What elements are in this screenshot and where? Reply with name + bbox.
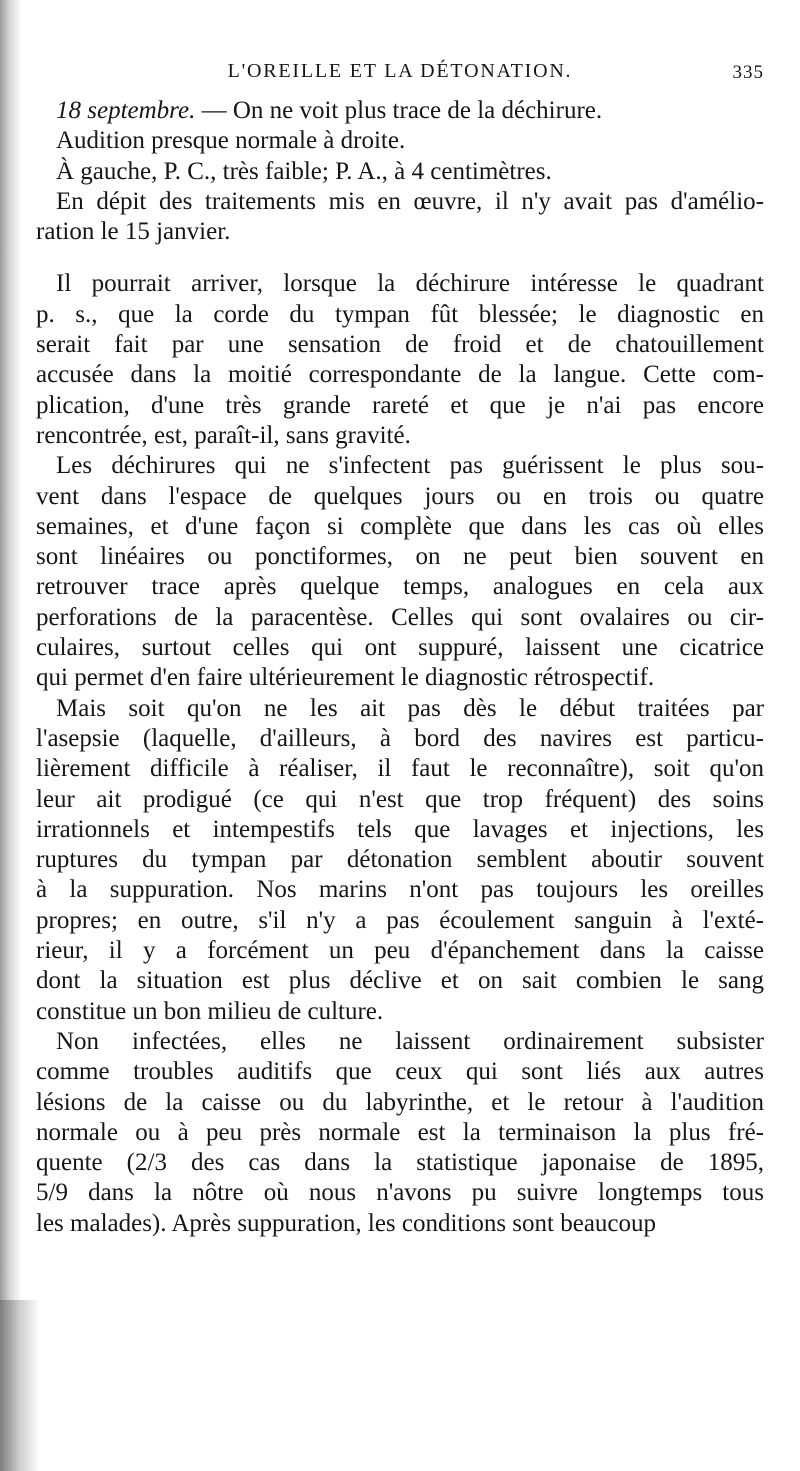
text-line <box>36 1148 764 1178</box>
paragraph <box>36 269 764 451</box>
line-text: serait fait par une sensation de froid et de chatouillement <box>36 331 764 359</box>
paragraph <box>36 694 764 1027</box>
paragraph <box>36 1027 764 1239</box>
text-line <box>36 512 764 542</box>
line-text: Mais soit qu'on ne les ait pas dès le début traitées par <box>56 694 764 722</box>
scan-shadow-left <box>0 0 22 1471</box>
line-text: ruptures du tympan par détonation semblent aboutir souvent <box>36 846 764 874</box>
line-text: retrouver trace après quelque temps, analogues en cela aux <box>36 573 764 601</box>
paragraph <box>36 157 764 187</box>
text-line <box>36 451 764 481</box>
running-title: L'OREILLE ET LA DÉTONATION. <box>227 60 573 82</box>
text-line <box>36 724 764 754</box>
text-line <box>36 785 764 815</box>
text-line <box>36 1209 764 1239</box>
page-number: 335 <box>732 62 764 83</box>
line-text: culaires, surtout celles qui ont suppuré, laissent une cicatrice <box>36 634 764 662</box>
line-text: rencontrée, est, paraît-il, sans gravité. <box>36 421 411 449</box>
line-text: lièrement difficile à réaliser, il faut le reconnaître), soit qu'on <box>36 755 764 783</box>
line-text: rieur, il y a forcément un peu d'épanchement dans la caisse <box>36 937 764 965</box>
line-text: sont linéaires ou ponctiformes, on ne peut bien souvent en <box>36 543 764 571</box>
text-line <box>36 845 764 875</box>
text-line <box>36 1118 764 1148</box>
text-line <box>36 1088 764 1118</box>
text-line <box>36 875 764 905</box>
text-line <box>36 603 764 633</box>
page-header <box>36 56 764 96</box>
text-line <box>36 663 764 693</box>
text-line <box>36 217 764 247</box>
line-text: irrationnels et intempestifs tels que lavages et injections, les <box>36 815 764 843</box>
body-text <box>36 96 764 1239</box>
paragraph <box>36 126 764 156</box>
line-text: dont la situation est plus déclive et on sait combien le sang <box>36 967 764 995</box>
line-text: accusée dans la moitié correspondante de la langue. Cette com- <box>36 361 764 389</box>
line-text: Non infectées, elles ne laissent ordinairement subsister <box>56 1027 764 1055</box>
line-text: vent dans l'espace de quelques jours ou en trois ou quatre <box>36 482 764 510</box>
text-line <box>36 482 764 512</box>
text-line <box>36 300 764 330</box>
text-line <box>36 633 764 663</box>
line-text: 5/9 dans la nôtre où nous n'avons pu suivre longtemps tous <box>36 1179 764 1207</box>
line-text: leur ait prodigué (ce qui n'est que trop fréquent) des soins <box>36 785 764 813</box>
line-text: les malades). Après suppuration, les conditions sont beaucoup <box>36 1209 657 1237</box>
line-text: Les déchirures qui ne s'infectent pas guérissent le plus sou- <box>56 452 764 480</box>
line-text: — On ne voit plus trace de la déchirure. <box>195 97 603 124</box>
text-line <box>36 542 764 572</box>
text-line <box>36 572 764 602</box>
scan-shadow-bottom <box>0 1300 40 1471</box>
text-line <box>36 815 764 845</box>
line-text: semaines, et d'une façon si complète que dans les cas où elles <box>36 512 764 540</box>
text-line <box>36 269 764 299</box>
text-line <box>36 421 764 451</box>
line-text: p. s., que la corde du tympan fût blessée; le diagnostic en <box>36 300 764 328</box>
text-line <box>36 96 764 126</box>
text-line <box>36 966 764 996</box>
line-text: comme troubles auditifs que ceux qui sont liés aux autres <box>36 1058 764 1086</box>
text-line <box>36 997 764 1027</box>
line-text: plication, d'une très grande rareté et que je n'ai pas encore <box>36 391 764 419</box>
line-text: constitue un bon milieu de culture. <box>36 997 384 1025</box>
line-text: En dépit des traitements mis en œuvre, il n'y avait pas d'amélio- <box>56 187 764 215</box>
paragraph-gap <box>36 247 764 269</box>
text-line <box>36 126 764 156</box>
text-line <box>36 330 764 360</box>
text-line <box>36 360 764 390</box>
text-line <box>36 157 764 187</box>
text-line <box>36 936 764 966</box>
line-text: qui permet d'en faire ultérieurement le diagnostic rétrospectif. <box>36 664 655 692</box>
text-line <box>36 906 764 936</box>
text-line <box>36 1178 764 1208</box>
line-text: propres; en outre, s'il n'y a pas écoulement sanguin à l'exté- <box>36 906 764 934</box>
line-text: à la suppuration. Nos marins n'ont pas toujours les oreilles <box>36 876 764 904</box>
paragraph <box>36 187 764 248</box>
text-line <box>36 754 764 784</box>
text-line <box>36 694 764 724</box>
book-page <box>36 56 764 1239</box>
line-text: Audition presque normale à droite. <box>56 127 406 155</box>
line-text: Il pourrait arriver, lorsque la déchirure intéresse le quadrant <box>56 270 764 298</box>
text-line <box>36 391 764 421</box>
text-line <box>36 187 764 217</box>
paragraph <box>36 96 764 126</box>
line-text: normale ou à peu près normale est la terminaison la plus fré- <box>36 1118 764 1146</box>
line-text: À gauche, P. C., très faible; P. A., à 4 centimètres. <box>56 157 552 185</box>
entry-date: 18 septembre. <box>56 97 196 124</box>
line-text: lésions de la caisse ou du labyrinthe, et le retour à l'audition <box>36 1088 764 1116</box>
paragraph <box>36 451 764 693</box>
line-text: perforations de la paracentèse. Celles qui sont ovalaires ou cir- <box>36 603 764 631</box>
line-text: quente (2/3 des cas dans la statistique japonaise de 1895, <box>36 1149 764 1177</box>
line-text: ration le 15 janvier. <box>36 218 231 246</box>
text-line <box>36 1027 764 1057</box>
text-line <box>36 1057 764 1087</box>
line-text: l'asepsie (laquelle, d'ailleurs, à bord des navires est particu- <box>36 724 764 752</box>
